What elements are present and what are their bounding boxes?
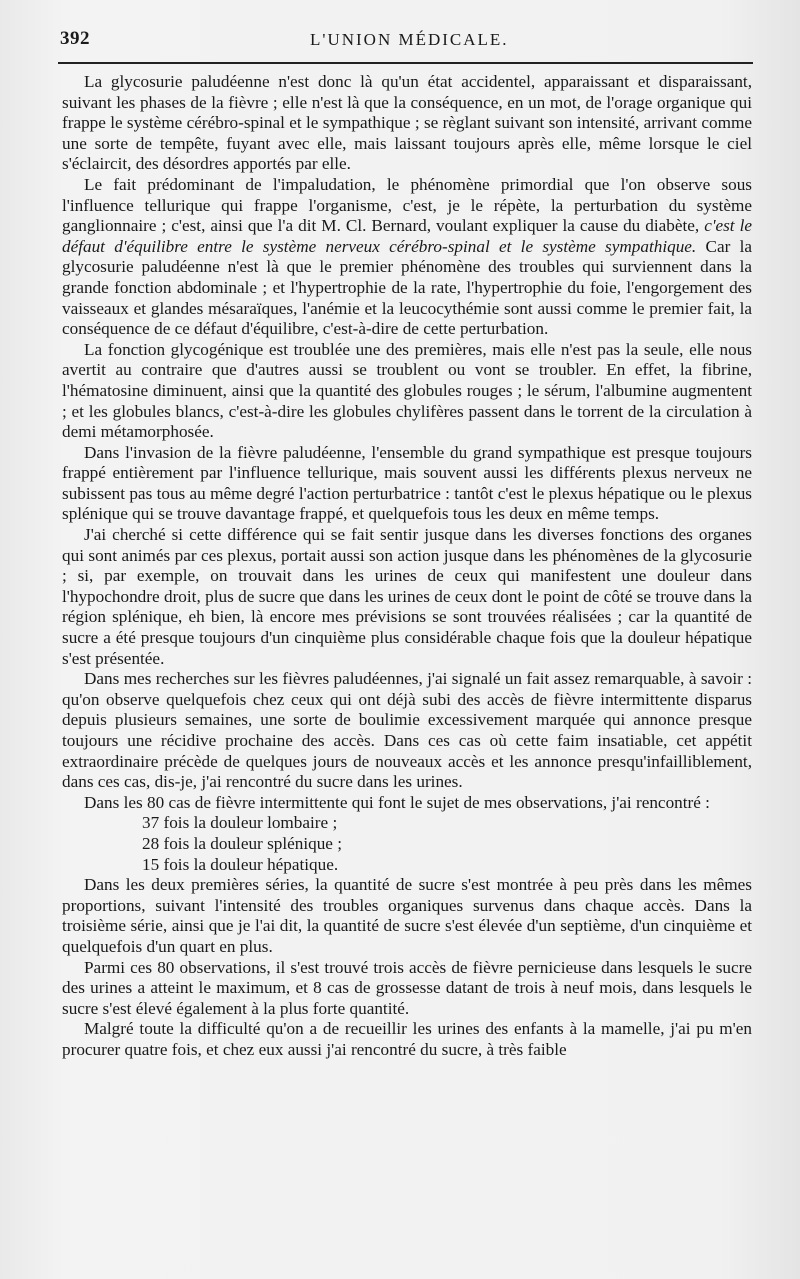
list-item: 15 fois la douleur hépatique. xyxy=(142,854,339,874)
paragraph: Dans l'invasion de la fièvre paludéenne, l'ensemble du grand sympathique est presque toujours frappé entièrement par l'influence tellurique, mais souvent aussi les différents plexus nerveux ne subissent pas tous au même degré l'action perturbatrice : tantôt c'est le plexus hépatique ou le plexus splénique qui se trouve davantage frappé, et quelquefois tous les deux en même temps. xyxy=(62,442,752,524)
paragraph: Malgré toute la difficulté qu'on a de recueillir les urines des enfants à la mamelle, j'ai pu m'en procurer quatre fois, et chez eux aussi j'ai rencontré du sucre, à très faible xyxy=(62,1019,752,1059)
body-text xyxy=(62,72,752,1061)
paragraph-text: Car la glycosurie paludéenne n'est là que le premier phénomène des troubles qui surviennent dans la grande fonction abdominale ; et l'hypertrophie de la rate, l'hypertrophie du foie, l'engorgement des vaisseaux et glandes mésaraïques, l'anémie et la leucocythémie sont aussi comme le premier fait, la conséquence de ce défaut d'équilibre, c'est-à-dire de cette perturbation. xyxy=(62,236,752,339)
italic-quote: c'est le défaut d'équilibre entre le système nerveux cérébro-spinal et le système sympathique. xyxy=(62,216,752,256)
page-header xyxy=(60,28,750,54)
page-number: 392 xyxy=(60,28,90,49)
paragraph xyxy=(62,175,752,340)
paragraph: Dans les 80 cas de fièvre intermittente qui font le sujet de mes observations, j'ai rencontré : xyxy=(84,792,710,812)
running-title: L'UNION MÉDICALE. xyxy=(310,30,509,49)
paragraph: La glycosurie paludéenne n'est donc là qu'un état accidentel, apparaissant et disparaissant, suivant les phases de la fièvre ; elle n'est là que la conséquence, en un mot, de l'orage organique qui frappe le système cérébro-spinal et le sympathique ; se règlant suivant son intensité, arrivant comme une sorte de tempête, fuyant avec elle, mais laissant toujours après elle, même lorsque le ciel s'éclaircit, des désordres apportés par elle. xyxy=(62,72,752,174)
paragraph: Dans mes recherches sur les fièvres paludéennes, j'ai signalé un fait assez remarquable, à savoir : qu'on observe quelquefois chez ceux qui ont déjà subi des accès de fièvre intermittente disparus depuis plusieurs semaines, une sorte de boulimie excessivement marquée qui annonce presque toujours une récidive prochaine des accès. Dans ces cas où cette faim insatiable, cet appétit extraordinaire précède de quelques jours de nouveaux accès et les annonce presqu'infailliblement, dans ces cas, dis-je, j'ai rencontré du sucre dans les urines. xyxy=(62,669,752,792)
paragraph: La fonction glycogénique est troublée une des premières, mais elle n'est pas la seule, elle nous avertit au contraire que d'autres aussi se troublent ou vont se troubler. En effet, la fibrine, l'hématosine diminuent, ainsi que la quantité des globules rouges ; le sérum, l'albumine augmentent ; et les globules blancs, c'est-à-dire les globules chylifères passent dans le torrent de la circulation à demi métamorphosée. xyxy=(62,339,752,442)
list-item: 37 fois la douleur lombaire ; xyxy=(142,813,338,833)
observation-list xyxy=(62,813,752,875)
paragraph: Parmi ces 80 observations, il s'est trouvé trois accès de fièvre pernicieuse dans lesquels le sucre des urines a atteint le maximum, et 8 cas de grossesse datant de trois à neuf mois, dans lesquels le sucre s'est élevé également à la plus forte quantité. xyxy=(62,957,752,1018)
paragraph-text: Le fait prédominant de l'impaludation, le phénomène primordial que l'on observe sous l'influence tellurique qui frappe l'organisme, c'est, je le répète, la perturbation du système ganglionnaire ; c'est, ainsi que l'a dit M. Cl. Bernard, voulant expliquer la cause du diabète, xyxy=(62,174,752,236)
paragraph: J'ai cherché si cette différence qui se fait sentir jusque dans les diverses fonctions des organes qui sont animés par ces plexus, portait aussi son action jusque dans les phénomènes de la glycosurie ; si, par exemple, on trouvait dans les urines de ceux qui manifestent une douleur dans l'hypochondre droit, plus de sucre que dans les urines de ceux dont le point de côté se trouve dans la région splénique, eh bien, là encore mes prévisions se sont trouvées réalisées ; car la quantité de sucre a été presque toujours d'un cinquième plus considérable chaque fois que la douleur hépatique s'est présentée. xyxy=(62,525,752,668)
paragraph: Dans les deux premières séries, la quantité de sucre s'est montrée à peu près dans les mêmes proportions, suivant l'intensité des troubles organiques survenus dans chaque accès. Dans la troisième série, ainsi que je l'ai dit, la quantité de sucre s'est élevée d'un septième, d'un cinquième et quelquefois d'un quart en plus. xyxy=(62,875,752,956)
list-item: 28 fois la douleur splénique ; xyxy=(142,833,343,853)
header-rule xyxy=(58,62,753,64)
